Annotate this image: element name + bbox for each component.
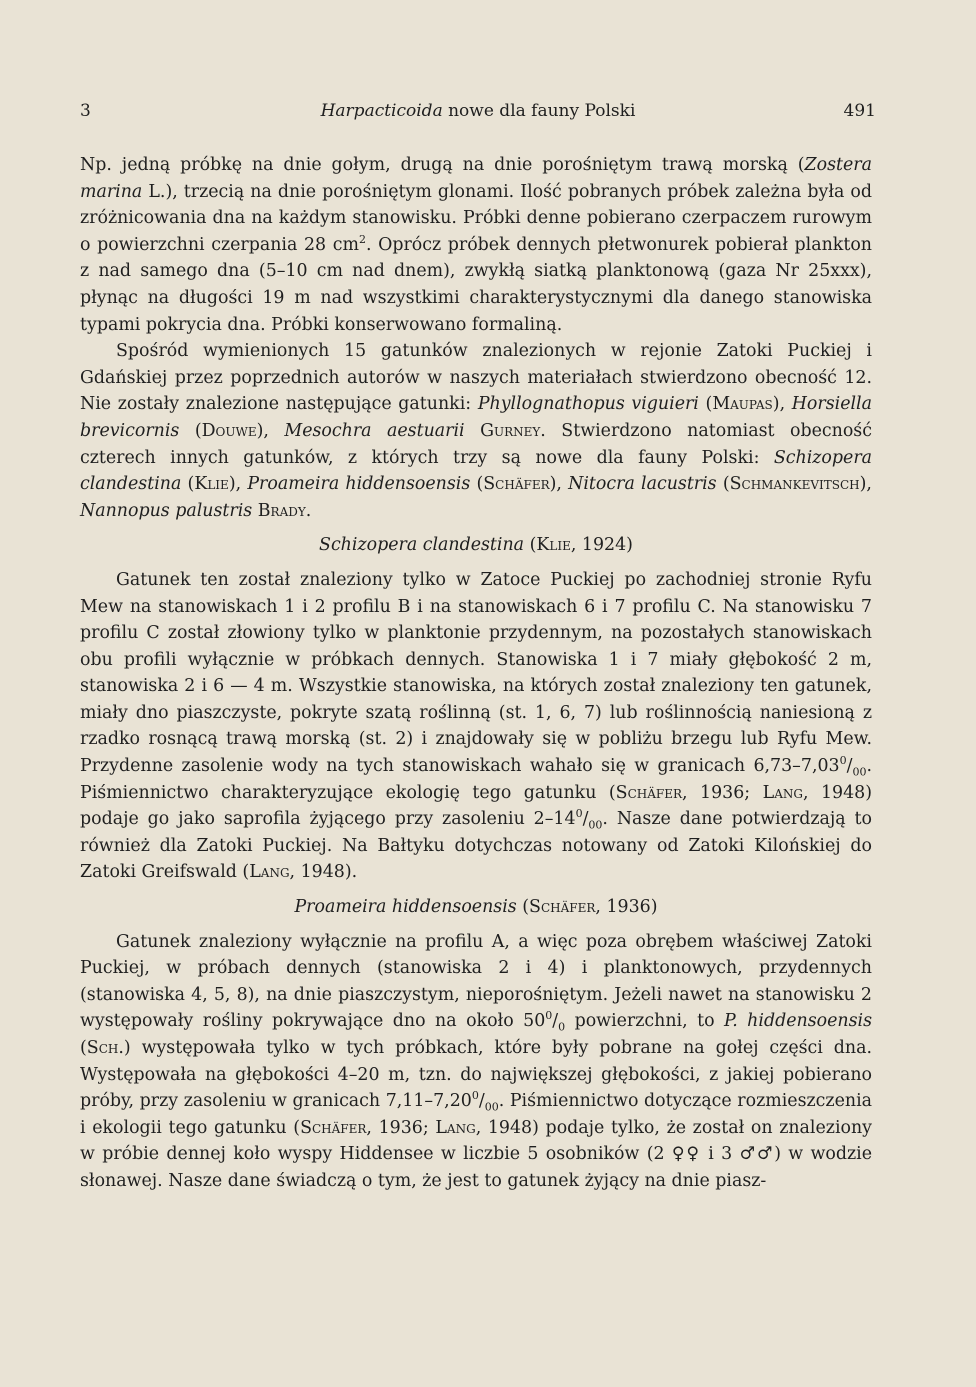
text-run: . Piśmiennictwo charakteryzujące ekologię tego gatunku ( (80, 756, 872, 803)
text-run: ), (859, 474, 872, 495)
section-heading-proameira (80, 894, 872, 921)
paragraph-3 (80, 567, 872, 886)
superscript: 2 (358, 232, 366, 246)
author-name: Schäfer (483, 474, 550, 495)
text-run: ( (516, 897, 530, 918)
text-run: ( (181, 474, 195, 495)
superscript: 0 (839, 754, 847, 768)
text-run: L.), trzecią na dnie porośniętym glonami. Ilość pobranych próbek zależna była od zróżnicowania dna na każdym stanowisku. Próbki denne pobierano czerpaczem rurowym o powierzchni czerpania 28 cm (80, 181, 872, 255)
author-name: Sch. (86, 1038, 124, 1058)
author-name: Lang (762, 782, 803, 803)
subscript: 00 (588, 818, 603, 832)
text-run: , 1948). (289, 862, 358, 883)
species-name: Mesochra aestuarii (284, 420, 465, 441)
author-name: Klie (194, 474, 229, 495)
text-run: Gatunek znaleziony wyłącznie na profilu A, a więc poza obrębem właściwej Zatoki Puckiej, w próbach dennych (stanowiska 2 i 4) i planktonowych, przydennych (stanowiska 4, 5, 8), na dnie piaszczystym, nieporośniętym. Jeżeli nawet na stanowisku 2 występowały rośliny pokrywające dno na około 50 (80, 931, 872, 1032)
subscript: 0 (558, 1020, 566, 1034)
species-name: Phyllognathopus viguieri (477, 394, 699, 415)
text-run: ( (80, 1038, 87, 1058)
text-run: ), (549, 474, 569, 495)
text-run: ), (256, 420, 285, 441)
text-run: . Piśmiennictwo dotyczące rozmieszczenia i ekologii tego gatunku ( (80, 1091, 873, 1138)
author-name: Schäfer (615, 782, 683, 803)
author-name: Lang (435, 1117, 476, 1138)
author-name: Schmankevitsch (729, 474, 860, 495)
text-run: , 1924) (570, 535, 633, 556)
author-name: Schäfer (300, 1117, 367, 1138)
species-name: Nannopus palustris (80, 500, 253, 521)
section-number: 3 (80, 101, 91, 121)
text-run: Spośród wymienionych 15 gatunków znalezionych w rejonie Zatoki Puckiej i Gdańskiej przez poprzednich autorów w naszych materiałach stwierdzono obecność 12. Nie zostały znalezione następujące gatunki: (80, 341, 872, 415)
species-name: Horsiella brevicornis (80, 394, 872, 441)
text-run: , 1936) (595, 897, 658, 918)
text-run: . (305, 500, 312, 521)
text-run: . Oprócz próbek dennych płetwonurek pobierał plankton z nad samego dna (5–10 cm nad dnem), zwykłą siatką planktonową (gaza Nr 25xxx), płynąc na długości 19 m nad wszystkimi charakterystycznymi dla danego stanowiska typami pokrycia dna. Próbki konserwowano formaliną. (80, 234, 872, 335)
subscript: 00 (484, 1100, 499, 1114)
author-name: Gurney (480, 420, 541, 441)
text-run: ( (179, 420, 202, 441)
running-title-rest: nowe dla fauny Polski (442, 101, 636, 121)
text-run: ), (228, 474, 248, 495)
text-run: ), (772, 394, 792, 415)
subscript: 00 (852, 765, 867, 779)
paragraph-2 (80, 338, 872, 524)
text-run: / (552, 1011, 559, 1032)
superscript: 0 (545, 1009, 553, 1023)
author-name: Brady (257, 500, 306, 521)
superscript: 0 (471, 1089, 479, 1103)
text-run: / (582, 809, 589, 830)
running-title (80, 101, 876, 121)
text-run: ( (698, 394, 713, 415)
superscript: 0 (575, 807, 583, 821)
species-name: Proameira hiddensoensis (247, 474, 471, 495)
text-run: . Nasze dane potwierdzają to również dla Zatoki Puckiej. Na Bałtyku dotychczas notowany od Zatoki Kilońskiej do Zatoki Greifswald ( (80, 809, 872, 883)
species-name: Nitocra lacustris (568, 474, 717, 495)
text-run: , 1948) podaje go jako saprofila żyjącego przy zasoleniu 2–14 (80, 782, 872, 830)
paragraph-1 (80, 152, 872, 338)
text-run (465, 421, 480, 441)
text-run: Gatunek ten został znaleziony tylko w Zatoce Puckiej po zachodniej stronie Ryfu Mew na stanowiskach 1 i 2 profilu B i na stanowiskach 6 i 7 profilu C. Na stanowisku 7 profilu C został złowiony tylko w planktonie przydennym, na pozostałych stanowiskach obu profili wyłącznie w próbkach dennych. Stanowiska 1 i 7 miały głębokość 2 m, stanowiska 2 i 6 — 4 m. Wszystkie stanowiska, na których został znaleziony ten gatunek, miały dno piaszczyste, pokryte szatą roślinną (st. 1, 6, 7) lub roślinnością naniesioną z rzadko rosnącą trawą morską (st. 2) i znajdowały się w pobliżu brzegu lub Ryfu Mew. Przydenne zasolenie wody na tych stanowiskach wahało się w granicach 6,73–7,03 (80, 569, 872, 777)
text-run: / (478, 1091, 485, 1112)
species-name: Zostera marina (80, 155, 872, 202)
author-name: Klie (536, 535, 571, 556)
paragraph-4 (80, 929, 872, 1195)
article-body (80, 152, 872, 1195)
text-run: ( (524, 535, 537, 556)
text-run: , 1936; (366, 1117, 436, 1138)
text-run: , 1948) podaje tylko, że został on znaleziony w próbie dennej koło wyspy Hiddensee w liczbie 5 osobników (2 ♀♀ i 3 ♂♂) w wodzie słonawej. Nasze dane świadczą o tym, że jest to gatunek żyjący na dnie piasz- (80, 1117, 872, 1191)
text-run: , 1936; (682, 782, 763, 803)
text-run: ( (716, 474, 730, 495)
species-name: Schizopera clandestina (319, 535, 525, 556)
text-run: powierzchni, to (565, 1011, 725, 1032)
text-run: Np. jedną próbkę na dnie gołym, drugą na dnie porośniętym trawą morską ( (80, 155, 805, 175)
page-number: 491 (843, 101, 876, 121)
author-name: Maupas (712, 394, 773, 415)
species-name: Proameira hiddensoensis (294, 897, 517, 918)
running-title-italic: Harpacticoida (320, 101, 443, 121)
species-name: Schizopera clandestina (80, 447, 872, 495)
author-name: Lang (249, 862, 290, 883)
section-heading-schizopera (80, 532, 872, 559)
running-head (80, 101, 876, 129)
text-run: . Stwierdzono natomiast obecność czterech innych gatunków, z których trzy są nowe dla fauny Polski: (80, 420, 872, 468)
author-name: Schäfer (529, 897, 596, 918)
text-run: / (846, 756, 853, 777)
text-run: ) występowała tylko w tych próbkach, które były pobrane na gołej części dna. Występowała na głębokości 4–20 m, tzn. do największej głębokości, z jakiej pobierano próby, przy zasoleniu w granicach 7,11–7,20 (80, 1038, 872, 1112)
text-run: ( (470, 474, 484, 495)
author-name: Douwe (201, 420, 257, 441)
species-name: P. hiddensoensis (724, 1011, 872, 1032)
